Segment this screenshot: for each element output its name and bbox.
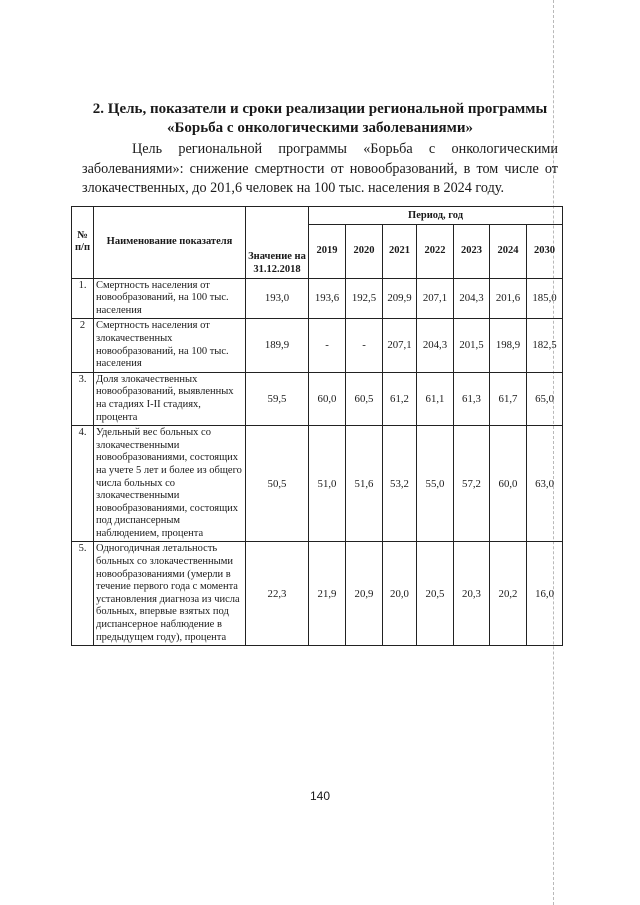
table-row [72,542,563,646]
row-value: 16,0 [527,542,563,646]
row-value: - [346,319,383,372]
goal-paragraph [82,140,558,199]
header-base: Значение на 31.12.2018 [246,207,309,279]
row-num: 3. [72,372,94,425]
row-value: 193,6 [309,278,346,319]
header-year: 2030 [527,224,563,278]
row-num: 2 [72,319,94,372]
table-row [72,278,563,319]
table-header [72,207,563,279]
row-value: 192,5 [346,278,383,319]
row-value: 63,0 [527,426,563,542]
row-base: 193,0 [246,278,309,319]
row-value: 20,3 [454,542,490,646]
row-value: 20,5 [417,542,454,646]
indicators-table [71,206,563,646]
row-value: 61,1 [417,372,454,425]
row-value: 204,3 [454,278,490,319]
row-value: 61,3 [454,372,490,425]
header-year: 2023 [454,224,490,278]
row-value: 60,0 [309,372,346,425]
row-value: 53,2 [383,426,417,542]
header-num: № п/п [72,207,94,279]
row-num: 1. [72,278,94,319]
table-row [72,372,563,425]
header-period: Период, год [309,207,563,225]
header-year: 2022 [417,224,454,278]
row-value: 185,0 [527,278,563,319]
row-value: 209,9 [383,278,417,319]
goal-line2: заболеваниями»: снижение смертности от новообразований, в том числе от [82,160,558,177]
row-value: 207,1 [383,319,417,372]
row-value: 60,5 [346,372,383,425]
header-year: 2020 [346,224,383,278]
row-base: 22,3 [246,542,309,646]
row-value: 198,9 [490,319,527,372]
row-name: Смертность населения от злокачественных новообразований, на 100 тыс. населения [94,319,246,372]
row-value: 20,0 [383,542,417,646]
row-value: 57,2 [454,426,490,542]
header-year: 2024 [490,224,527,278]
page-number: 140 [309,789,331,803]
header-year: 2021 [383,224,417,278]
row-name: Доля злокачественных новообразований, выявленных на стадиях I-II стадиях, процента [94,372,246,425]
table-body [72,278,563,646]
goal-line1: Цель региональной программы «Борьба с онкологическими [132,141,558,157]
header-name: Наименование показателя [94,207,246,279]
row-value: 60,0 [490,426,527,542]
row-value: 201,6 [490,278,527,319]
row-value: 20,9 [346,542,383,646]
section-title-line2: «Борьба с онкологическими заболеваниями» [166,120,474,136]
row-value: - [309,319,346,372]
table-row [72,426,563,542]
row-value: 61,7 [490,372,527,425]
row-value: 61,2 [383,372,417,425]
row-value: 182,5 [527,319,563,372]
section-heading [82,100,558,138]
row-value: 55,0 [417,426,454,542]
row-value: 204,3 [417,319,454,372]
header-year: 2019 [309,224,346,278]
row-name: Одногодичная летальность больных со злокачественными новообразованиями (умерли в течение первого года с момента установления диагноза из числа больных, впервые взятых под диспансерное наблюдение в предыдущем году), процента [94,542,246,646]
row-name: Удельный вес больных со злокачественными новообразованиями, состоящих на учете 5 лет и более из общего числа больных со злокачественными новообразованиями, состоящих под диспансерным наблюдением, процента [94,426,246,542]
row-num: 5. [72,542,94,646]
goal-line3: злокачественных, до 201,6 человек на 100 тыс. населения в 2024 году. [82,180,505,196]
row-value: 201,5 [454,319,490,372]
row-value: 65,0 [527,372,563,425]
row-value: 20,2 [490,542,527,646]
row-num: 4. [72,426,94,542]
section-title-line1: 2. Цель, показатели и сроки реализации региональной программы [92,101,548,117]
row-base: 59,5 [246,372,309,425]
row-value: 21,9 [309,542,346,646]
row-value: 51,6 [346,426,383,542]
row-base: 189,9 [246,319,309,372]
row-value: 51,0 [309,426,346,542]
row-base: 50,5 [246,426,309,542]
row-value: 207,1 [417,278,454,319]
table-row [72,319,563,372]
row-name: Смертность населения от новообразований, на 100 тыс. населения [94,278,246,319]
